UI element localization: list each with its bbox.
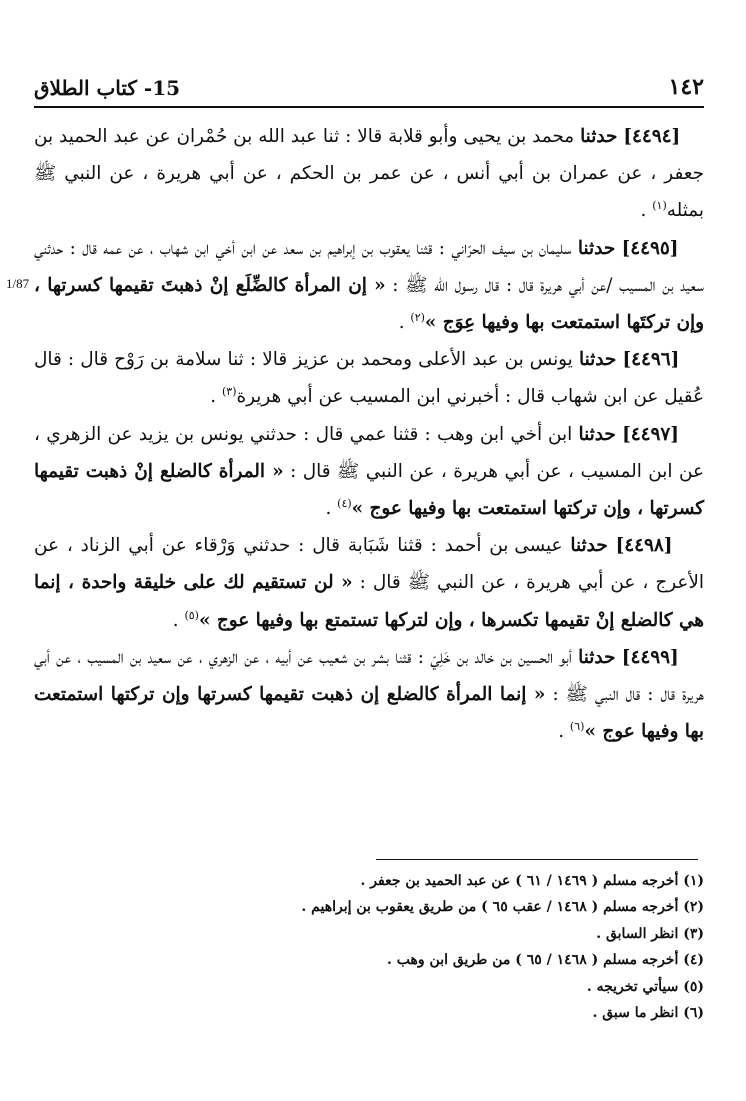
hadith-quote: « إن المرأة كالضِّلَع إنْ ذهبتَ تقيمها كسرتها ، وإن تركتَها استمتعت بها وفيها عِوَج » <box>34 274 704 334</box>
header-rule <box>34 106 704 108</box>
footnote-6: (٦) انظر ما سبق . <box>592 1005 704 1022</box>
footnote-reference[interactable]: (٣) <box>221 385 237 399</box>
hadith-4498 <box>34 527 704 639</box>
hadith-isnad: ابن أخي ابن وهب : قثنا عمي قال : حدثني يونس بن يزيد عن الزهري ، عن ابن المسيب ، عن أبي هريرة ، عن النبي ﷺ قال : <box>34 423 705 482</box>
hadith-isnad: محمد بن يحيى وأبو قلابة قالا : ثنا عبد الله بن حُمْران عن عبد الحميد بن جعفر ، عن عمران بن أبي أنس ، عن عمر بن الحكم ، عن أبي هريرة ، عن النبي ﷺ بمثله <box>34 126 704 222</box>
hadith-number: [٤٤٩٦] <box>622 349 680 371</box>
hadith-quote: « إنما المرأة كالضلع إن ذهبت تقيمها كسرتها وإن تركتها استمتعت بها وفيها عوج » <box>34 684 704 743</box>
hadith-narration-word: حدثنا <box>578 349 617 371</box>
hadith-number: [٤٤٩٥] <box>621 237 679 259</box>
hadith-end: . <box>172 609 185 631</box>
footnote-3: (٣) انظر السابق . <box>596 925 704 942</box>
hadith-narration-word: حدثنا <box>578 423 616 445</box>
page-number: ١٤٢ <box>668 74 704 100</box>
footnote-5: (٥) سيأتي تخريجه . <box>586 978 704 995</box>
footnote-separator <box>376 859 698 860</box>
hadith-isnad: أبو الحسين بن خالد بن خَلِيّ : قثنا بشر بن شعيب عن أبيه ، عن الزهري ، عن سعيد بن المسيب ، عن أبي هريرة قال : قال النبي ﷺ : <box>34 646 704 706</box>
hadith-number: [٤٤٩٤] <box>623 126 681 147</box>
hadith-number: [٤٤٩٧] <box>622 423 679 445</box>
hadith-isnad: عيسى بن أحمد : قثنا شَبَابة قال : حدثني وَرْقاء عن أبي الزناد ، عن الأعرج ، عن أبي هريرة ، عن النبي ﷺ قال : <box>34 535 704 594</box>
hadith-end: . <box>558 721 570 743</box>
footnote-2: (٢) أخرجه مسلم ( ١٤٦٨ / عقب ٦٥ ) من طريق يعقوب بن إبراهيم . <box>301 899 704 916</box>
page-header <box>34 66 704 100</box>
footnote-reference[interactable]: (٤) <box>337 496 352 510</box>
hadith-isnad: سليمان بن سيف الحرّاني : قثنا يعقوب بن إبراهيم بن سعد عن ابن أخي ابن شهاب ، عن عمه قال : حدثني سعيد بن المسيب /عن أبي هريرة قال : قال رسول الله ﷺ : <box>34 237 704 296</box>
hadith-4495 <box>34 230 704 342</box>
hadith-4494 <box>34 118 704 230</box>
hadith-4499 <box>34 639 704 751</box>
hadith-narration-word: حدثنا <box>577 237 616 259</box>
hadith-quote: « لن تستقيم لك على خليقة واحدة ، إنما هي كالضلع إنْ تقيمها تكسرها ، وإن لتركها تستمتع بها وفيها عوج » <box>34 572 704 631</box>
hadith-4496 <box>34 341 704 415</box>
hadith-number: [٤٤٩٨] <box>615 535 673 557</box>
footnote-reference[interactable]: (٦) <box>569 720 585 734</box>
hadith-end: . <box>398 312 411 334</box>
hadith-narration-word: حدثنا <box>578 646 616 668</box>
footnote-reference[interactable]: (٥) <box>184 608 199 622</box>
hadith-body <box>34 118 704 750</box>
footnote-reference[interactable]: (٢) <box>410 310 425 324</box>
chapter-title: 15- كتاب الطلاق <box>34 76 181 100</box>
footnotes <box>34 868 704 1026</box>
footnote-1: (١) أخرجه مسلم ( ١٤٦٩ / ٦١ ) عن عبد الحميد بن جعفر . <box>360 873 704 889</box>
footnote-reference[interactable]: (١) <box>652 199 667 213</box>
hadith-4497 <box>34 416 704 528</box>
hadith-end: . <box>640 200 653 222</box>
hadith-end: . <box>325 498 338 520</box>
hadith-quote: « المرأة كالضلع إنْ ذهبت تقيمها كسرتها ، وإن تركتها استمتعت بها وفيها عوج » <box>34 460 704 520</box>
footnote-4: (٤) أخرجه مسلم ( ١٤٦٨ / ٦٥ ) من طريق ابن وهب . <box>387 952 704 969</box>
hadith-narration-word: حدثنا <box>580 126 618 147</box>
hadith-end: . <box>210 386 222 408</box>
hadith-narration-word: حدثنا <box>570 535 608 557</box>
hadith-number: [٤٤٩٩] <box>621 646 679 668</box>
margin-folio-note: 1/87 <box>6 276 30 291</box>
hadith-isnad: يونس بن عبد الأعلى ومحمد بن عزيز قالا : ثنا سلامة بن رَوْح قال : قال عُقيل عن ابن شهاب قال : أخبرني ابن المسيب عن أبي هريرة <box>34 349 704 408</box>
